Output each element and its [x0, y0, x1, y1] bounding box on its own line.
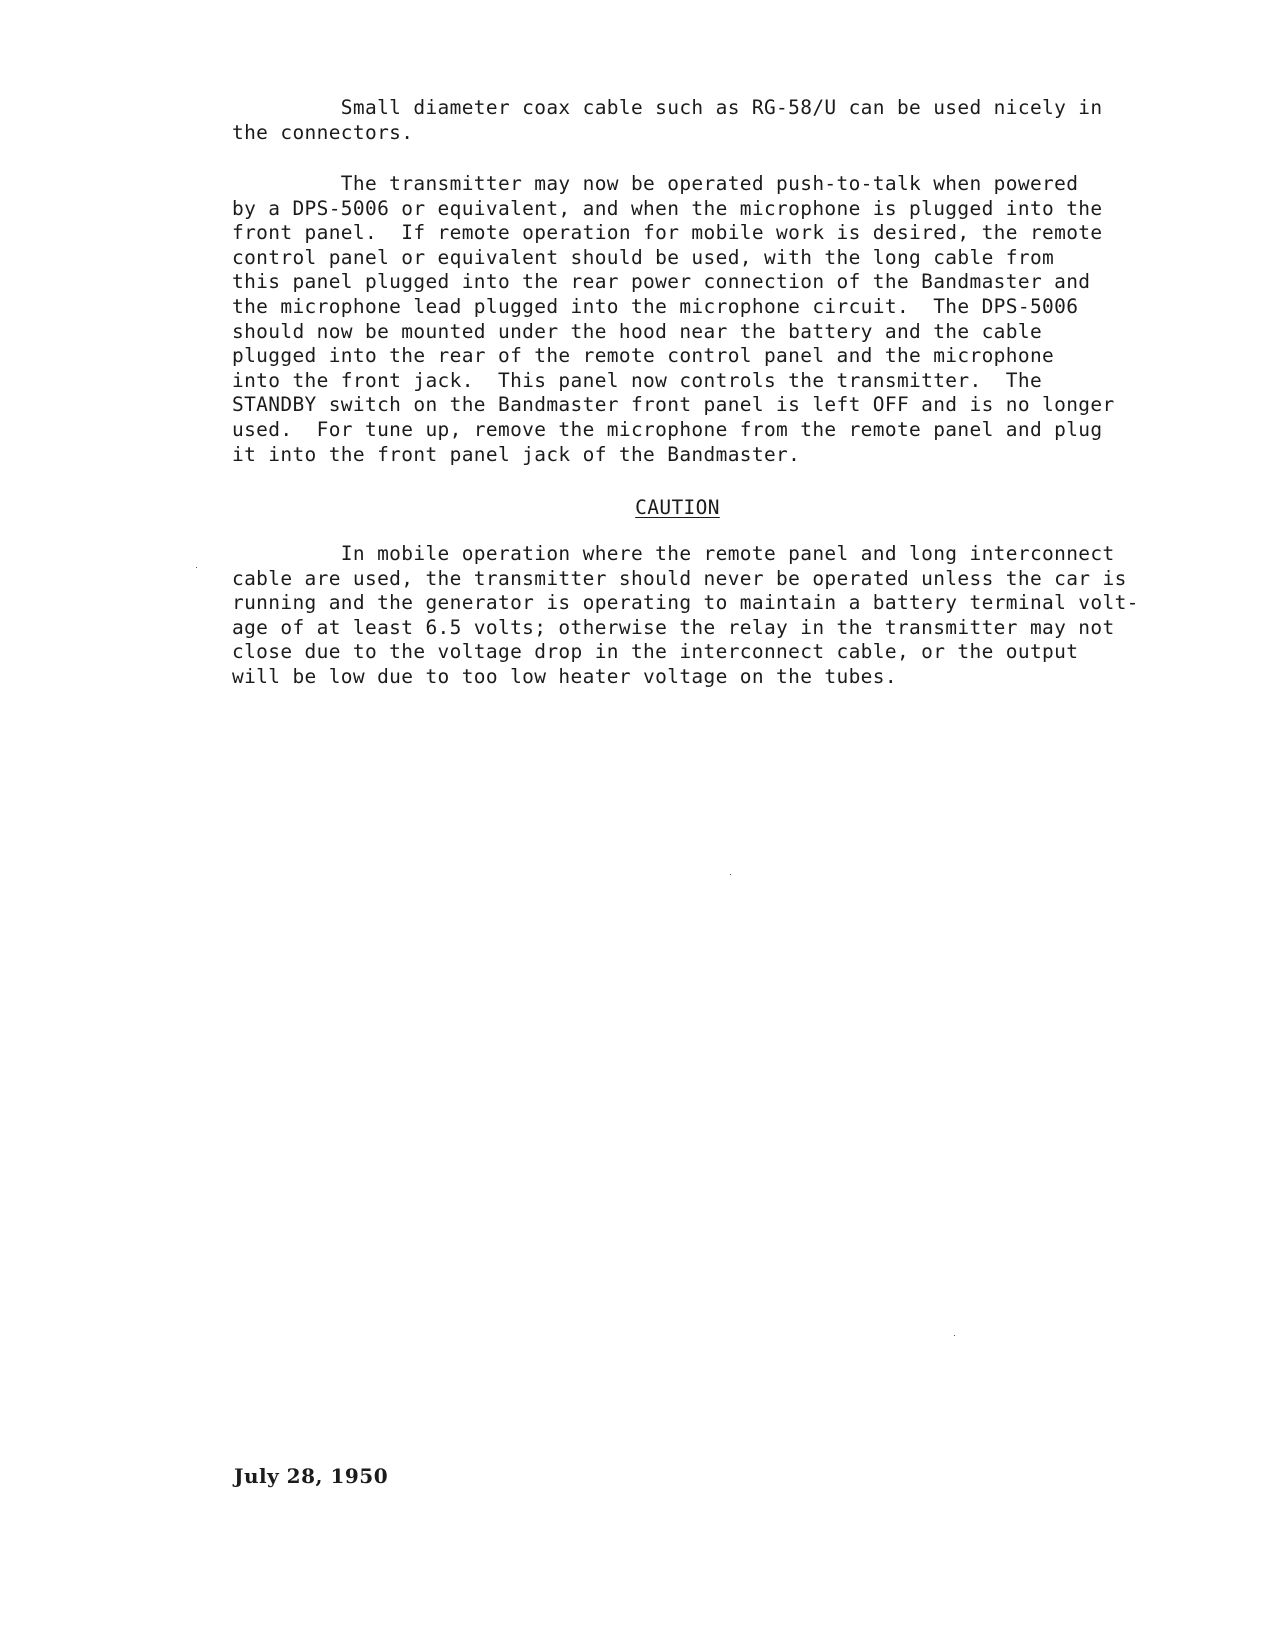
text-line: plugged into the rear of the remote control panel and the microphone: [232, 344, 1055, 368]
text-line: the connectors.: [232, 120, 414, 144]
paragraph-caution: [232, 542, 1152, 690]
text-line: control panel or equivalent should be used, with the long cable from: [232, 245, 1055, 269]
text-line: STANDBY switch on the Bandmaster front panel is left OFF and is no longer: [232, 393, 1115, 417]
scan-speck: [730, 874, 731, 875]
text-line: close due to the voltage drop in the interconnect cable, or the output: [232, 640, 1079, 664]
text-line: this panel plugged into the rear power connection of the Bandmaster and: [232, 270, 1091, 294]
caution-heading: CAUTION: [635, 496, 720, 519]
text-line: will be low due to too low heater voltage on the tubes.: [232, 664, 897, 688]
text-line: used. For tune up, remove the microphone from the remote panel and plug: [232, 417, 1103, 441]
text-line: Small diameter coax cable such as RG-58/U can be used nicely in: [232, 96, 1103, 119]
text-line: The transmitter may now be operated push-to-talk when powered: [232, 172, 1079, 195]
text-line: by a DPS-5006 or equivalent, and when the microphone is plugged into the: [232, 196, 1103, 220]
text-line: into the front jack. This panel now controls the transmitter. The: [232, 368, 1043, 392]
text-line: front panel. If remote operation for mobile work is desired, the remote: [232, 221, 1103, 245]
text-line: cable are used, the transmitter should never be operated unless the car is: [232, 566, 1127, 590]
document-date: July 28, 1950: [234, 1464, 389, 1488]
paragraph-coax-cable: [232, 96, 1152, 145]
text-line: it into the front panel jack of the Bandmaster.: [232, 442, 801, 466]
scan-speck: [196, 567, 197, 568]
text-line: should now be mounted under the hood near the battery and the cable: [232, 319, 1043, 343]
scan-speck: [954, 1335, 955, 1336]
paragraph-push-to-talk: [232, 172, 1152, 467]
text-line: the microphone lead plugged into the microphone circuit. The DPS-5006: [232, 294, 1079, 318]
text-line: In mobile operation where the remote panel and long interconnect: [232, 542, 1115, 565]
text-line: age of at least 6.5 volts; otherwise the relay in the transmitter may not: [232, 615, 1115, 639]
text-line: running and the generator is operating to maintain a battery terminal volt-: [232, 591, 1139, 615]
